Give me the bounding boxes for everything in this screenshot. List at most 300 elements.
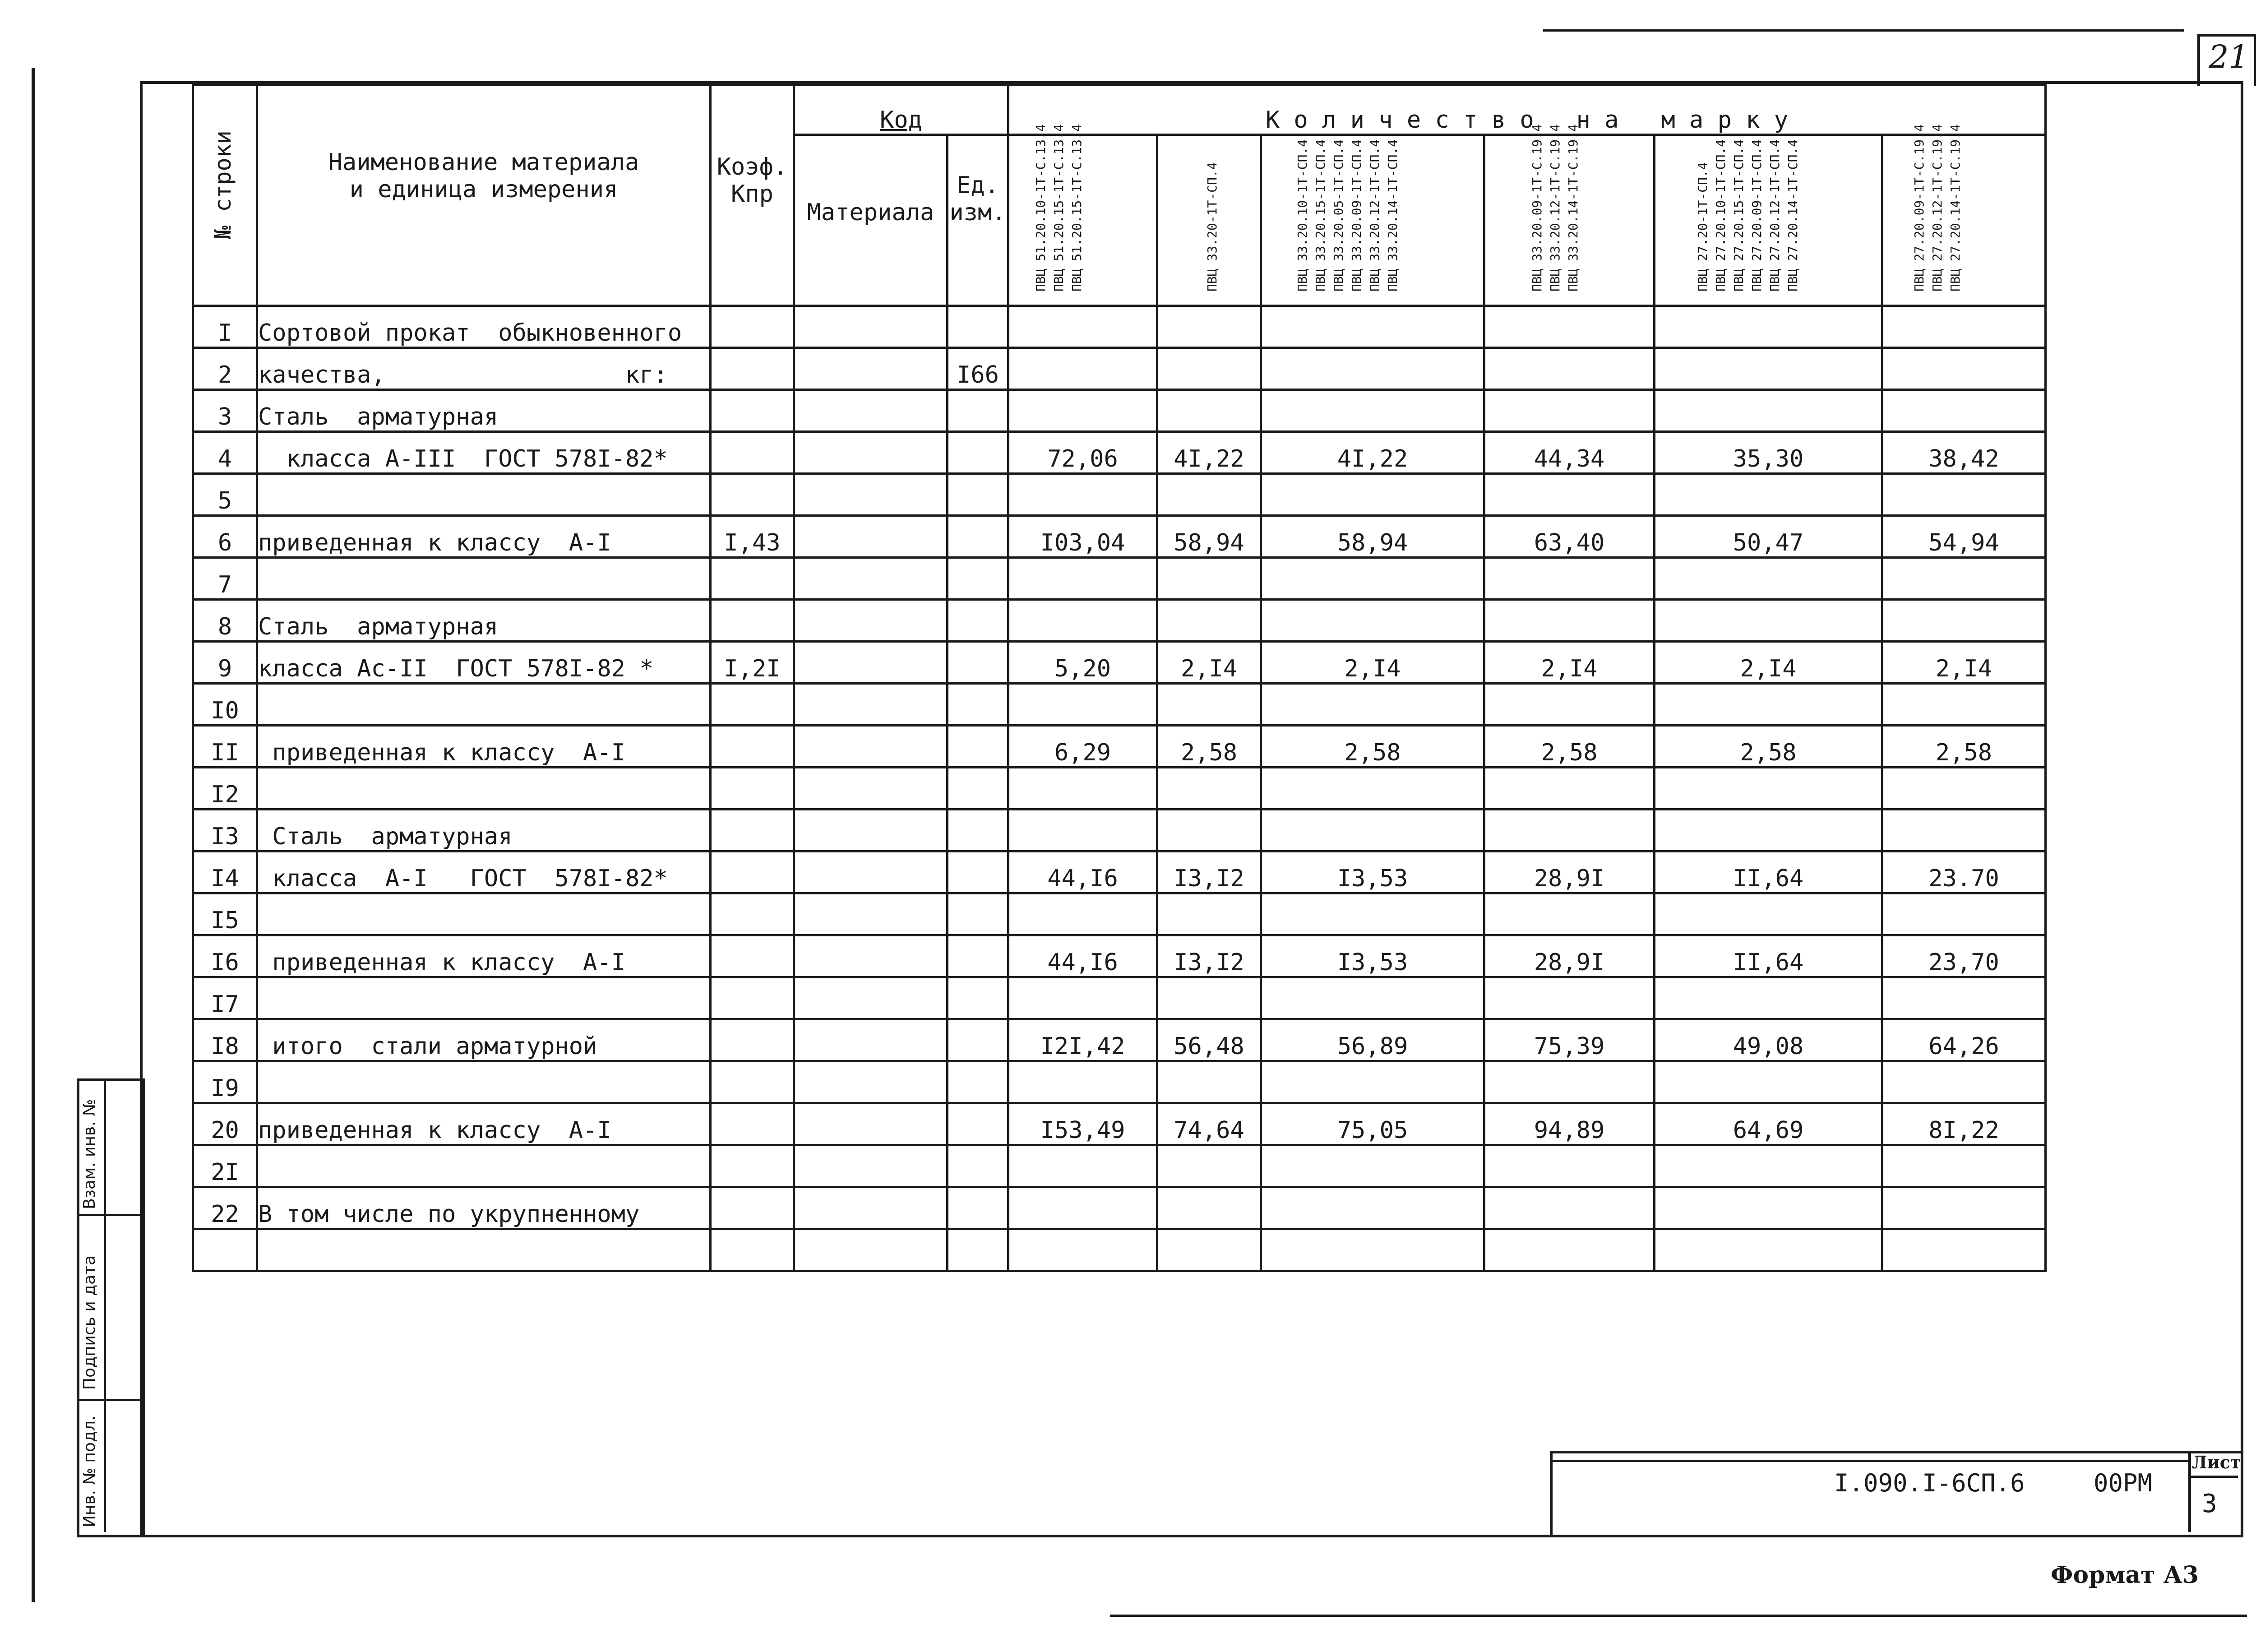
row-number: 9 [193,642,257,684]
mark-label: ПВЦ 33.20.12-1Т-С.19.4 [1548,124,1563,292]
row-number: 2 [193,348,257,390]
row-value [1157,474,1261,516]
row-unit [948,390,1008,432]
row-value [1261,977,1484,1019]
row-unit [948,600,1008,642]
row-name: Сталь арматурная [257,600,711,642]
row-value: 2,I4 [1655,642,1882,684]
row-unit [948,810,1008,851]
row-value: 50,47 [1655,516,1882,558]
materials-table [192,83,2047,1272]
row-name: В том числе по укрупненному [257,1187,711,1229]
row-unit [948,1229,1008,1271]
table-row [193,935,2046,977]
row-coef [711,348,794,390]
row-material [794,726,948,768]
row-value: 4I,22 [1261,432,1484,474]
row-value [1261,768,1484,810]
sheet-box-left [2188,1451,2191,1532]
format-label: Формат А3 [2051,1561,2199,1589]
row-value [1655,977,1882,1019]
row-value [1261,1187,1484,1229]
row-value [1655,1061,1882,1103]
hdr-code: Код [794,85,1008,135]
row-value [1261,558,1484,600]
mark-label: ПВЦ 33.20.14-1Т-С.19.4 [1566,124,1581,292]
row-value [1655,474,1882,516]
row-value [1655,306,1882,348]
row-value [1157,1061,1261,1103]
row-name [257,893,711,935]
row-value [1008,768,1157,810]
mark-label: ПВЦ 51.20.10-1Т-С.13.4 [1033,124,1048,292]
row-coef [711,306,794,348]
side-stamp-sep-2 [77,1399,140,1401]
row-value [1655,558,1882,600]
row-value: 5,20 [1008,642,1157,684]
row-number: 4 [193,432,257,474]
row-value: I3,53 [1261,851,1484,893]
table-row [193,810,2046,851]
row-name [257,1061,711,1103]
row-number: I6 [193,935,257,977]
row-value: I3,I2 [1157,851,1261,893]
row-value [1008,1187,1157,1229]
side-inv-label: Инв. № подл. [80,1415,99,1527]
row-value: 72,06 [1008,432,1157,474]
table-row [193,390,2046,432]
row-value: I3,I2 [1157,935,1261,977]
side-stamp-divider [104,1078,106,1532]
row-unit [948,893,1008,935]
row-coef [711,390,794,432]
row-value [1655,810,1882,851]
row-coef [711,893,794,935]
row-value [1261,1061,1484,1103]
row-unit [948,1019,1008,1061]
hdr-unit: Ед. изм. [948,135,1008,306]
mark-label: ПВЦ 33.20.09-1Т-С.19.4 [1530,124,1544,292]
row-coef [711,1103,794,1145]
row-material [794,1187,948,1229]
hdr-qty: К о л и ч е с т в о н а м а р к у [1008,85,2046,135]
row-name [257,474,711,516]
row-unit [948,935,1008,977]
row-coef [711,1229,794,1271]
row-name: приведенная к классу А-I [257,1103,711,1145]
row-value [1008,684,1157,726]
row-value: 2,I4 [1882,642,2046,684]
row-material [794,1145,948,1187]
hdr-name: Наименование материала и единица измерения [257,85,711,306]
row-value [1882,1187,2046,1229]
row-number: 7 [193,558,257,600]
row-value [1655,1229,1882,1271]
mark-label: ПВЦ 51.20.15-1Т-С.13.4 [1069,124,1084,292]
table-row [193,977,2046,1019]
row-value: 6,29 [1008,726,1157,768]
row-name: итого стали арматурной [257,1019,711,1061]
row-value: I3,53 [1261,935,1484,977]
row-value [1484,1145,1655,1187]
table-row [193,516,2046,558]
row-unit [948,642,1008,684]
row-material [794,810,948,851]
row-number: I [193,306,257,348]
row-value: 74,64 [1157,1103,1261,1145]
mark-label: ПВЦ 33.20.12-1Т-СП.4 [1367,139,1382,292]
row-value: 58,94 [1261,516,1484,558]
row-unit [948,768,1008,810]
table-row [193,348,2046,390]
row-value [1484,600,1655,642]
row-name: Сталь арматурная [257,810,711,851]
row-value: 38,42 [1882,432,2046,474]
row-value: 35,30 [1655,432,1882,474]
row-value [1008,474,1157,516]
row-value: 28,9I [1484,935,1655,977]
row-coef [711,558,794,600]
row-value: 64,69 [1655,1103,1882,1145]
row-unit [948,1103,1008,1145]
row-value [1484,1229,1655,1271]
table-row [193,768,2046,810]
table-row [193,1019,2046,1061]
row-value [1655,893,1882,935]
row-name: класса А-I ГОСТ 578I-82* [257,851,711,893]
row-unit [948,432,1008,474]
row-value: 2,58 [1157,726,1261,768]
row-material [794,1229,948,1271]
row-material [794,893,948,935]
row-value [1484,684,1655,726]
row-coef: I,2I [711,642,794,684]
mark-label: ПВЦ 33.20.15-1Т-СП.4 [1313,139,1328,292]
row-value [1261,684,1484,726]
side-vzam-label: Взам. инв. № [80,1099,99,1209]
mark-label: ПВЦ 27.20.14-1Т-С.19.4 [1948,124,1963,292]
row-value: 2,I4 [1157,642,1261,684]
row-value [1157,810,1261,851]
row-value: 58,94 [1157,516,1261,558]
row-material [794,348,948,390]
table-row [193,1061,2046,1103]
row-value [1008,390,1157,432]
row-material [794,935,948,977]
row-name [257,1145,711,1187]
page-edge-bottom [1110,1615,2247,1617]
row-value: 23,70 [1882,935,2046,977]
row-value [1008,1145,1157,1187]
mark-label: ПВЦ 33.20.05-1Т-СП.4 [1331,139,1346,292]
row-value [1008,810,1157,851]
row-number: I8 [193,1019,257,1061]
row-value [1484,768,1655,810]
row-value [1484,474,1655,516]
mark-label: ПВЦ 33.20-1Т-СП.4 [1205,162,1220,292]
row-coef [711,474,794,516]
sheet-label: Лист [2192,1452,2241,1472]
row-number: I7 [193,977,257,1019]
row-number: II [193,726,257,768]
row-name: Сортовой прокат обыкновенного [257,306,711,348]
row-material [794,1019,948,1061]
page-number: 21 [2209,38,2249,75]
row-value [1008,1229,1157,1271]
row-number [193,1229,257,1271]
row-value [1484,893,1655,935]
row-value [1655,390,1882,432]
row-material [794,474,948,516]
row-coef [711,768,794,810]
row-value: I03,04 [1008,516,1157,558]
row-number: I0 [193,684,257,726]
mark-label: ПВЦ 27.20.12-1Т-СП.4 [1767,139,1782,292]
row-value: I53,49 [1008,1103,1157,1145]
row-value [1008,558,1157,600]
row-value [1484,390,1655,432]
hdr-coef: Коэф. Кпр [711,85,794,306]
row-material [794,558,948,600]
row-name [257,684,711,726]
hdr-mark-3 [1261,135,1484,306]
row-value: 23.70 [1882,851,2046,893]
mark-label: ПВЦ 27.20.10-1Т-СП.4 [1713,139,1728,292]
row-value [1157,1229,1261,1271]
row-name: Сталь арматурная [257,390,711,432]
row-value [1157,768,1261,810]
row-value: II,64 [1655,935,1882,977]
row-value [1484,810,1655,851]
row-name [257,977,711,1019]
row-number: I2 [193,768,257,810]
row-value [1157,306,1261,348]
row-value [1484,348,1655,390]
row-value [1882,810,2046,851]
page-edge-left [32,68,35,1602]
table-row [193,432,2046,474]
row-material [794,390,948,432]
hdr-mark-4 [1484,124,1655,306]
row-material [794,516,948,558]
row-value [1008,893,1157,935]
row-value: 4I,22 [1157,432,1261,474]
mark-label: ПВЦ 33.20.10-1Т-СП.4 [1295,139,1310,292]
row-number: I5 [193,893,257,935]
row-unit: I66 [948,348,1008,390]
row-value [1157,558,1261,600]
row-value [1655,1187,1882,1229]
row-number: 20 [193,1103,257,1145]
hdr-mark-1 [1008,124,1157,306]
row-value [1008,600,1157,642]
row-value: 2,I4 [1484,642,1655,684]
row-value [1484,306,1655,348]
row-value: II,64 [1655,851,1882,893]
row-coef [711,1145,794,1187]
row-value [1655,768,1882,810]
row-name: приведенная к классу А-I [257,726,711,768]
table-row [193,1187,2046,1229]
table-row [193,684,2046,726]
table-row [193,851,2046,893]
mark-label: ПВЦ 27.20.14-1Т-СП.4 [1785,139,1800,292]
row-material [794,1061,948,1103]
row-value [1008,1061,1157,1103]
page-edge-top [1543,29,2184,32]
row-value [1261,1145,1484,1187]
row-unit [948,851,1008,893]
hdr-row-no: № строки [193,85,257,306]
row-value [1157,390,1261,432]
row-value: 56,48 [1157,1019,1261,1061]
row-name [257,558,711,600]
mark-label: ПВЦ 51.20.15-1Т-С.13.4 [1051,124,1066,292]
row-value: 2,58 [1882,726,2046,768]
row-value: 75,05 [1261,1103,1484,1145]
row-value: 28,9I [1484,851,1655,893]
doc-code: I.090.I-6СП.6 [1834,1469,2025,1497]
mark-label: ПВЦ 33.20.14-1Т-СП.4 [1385,139,1400,292]
row-value: 54,94 [1882,516,2046,558]
row-unit [948,306,1008,348]
table-row [193,1145,2046,1187]
row-number: 8 [193,600,257,642]
row-value: 2,58 [1261,726,1484,768]
hdr-mark-2 [1157,135,1261,306]
row-value [1882,348,2046,390]
row-name: приведенная к классу А-I [257,516,711,558]
table-row [193,1103,2046,1145]
row-coef [711,684,794,726]
table-row [193,558,2046,600]
row-value [1157,600,1261,642]
hdr-material: Материала [794,135,948,306]
row-value [1261,390,1484,432]
row-value [1484,977,1655,1019]
row-name: класса А-III ГОСТ 578I-82* [257,432,711,474]
row-value [1261,893,1484,935]
row-value [1882,1061,2046,1103]
row-value [1157,977,1261,1019]
table-row [193,893,2046,935]
row-unit [948,1187,1008,1229]
row-coef [711,851,794,893]
row-value [1655,684,1882,726]
row-value [1882,893,2046,935]
row-value [1484,558,1655,600]
row-number: 5 [193,474,257,516]
row-value [1882,684,2046,726]
row-value [1261,474,1484,516]
table-row [193,600,2046,642]
row-unit [948,726,1008,768]
row-value [1655,1145,1882,1187]
mark-label: ПВЦ 33.20.09-1Т-СП.4 [1349,139,1364,292]
row-value [1882,977,2046,1019]
row-name: приведенная к классу А-I [257,935,711,977]
row-value [1157,1145,1261,1187]
row-value: 44,I6 [1008,935,1157,977]
row-value [1157,893,1261,935]
row-value: 8I,22 [1882,1103,2046,1145]
row-number: I3 [193,810,257,851]
row-name: качества, кг: [257,348,711,390]
row-coef [711,432,794,474]
row-coef [711,935,794,977]
row-unit [948,1145,1008,1187]
row-material [794,768,948,810]
row-value [1484,1061,1655,1103]
table-row [193,1229,2046,1271]
row-unit [948,474,1008,516]
row-value [1261,810,1484,851]
row-value [1261,600,1484,642]
row-unit [948,516,1008,558]
row-number: I9 [193,1061,257,1103]
title-stamp-divider [1550,1460,2191,1462]
row-number: I4 [193,851,257,893]
row-value [1008,306,1157,348]
row-name [257,1229,711,1271]
mark-label: ПВЦ 27.20.09-1Т-С.19.4 [1912,124,1927,292]
row-material [794,306,948,348]
row-value [1882,1145,2046,1187]
row-unit [948,1061,1008,1103]
row-value: 94,89 [1484,1103,1655,1145]
row-value [1261,1229,1484,1271]
table-row [193,642,2046,684]
row-material [794,851,948,893]
row-value [1882,600,2046,642]
row-coef [711,726,794,768]
row-value: 63,40 [1484,516,1655,558]
row-value [1261,306,1484,348]
row-value: 2,58 [1655,726,1882,768]
row-value [1157,1187,1261,1229]
row-material [794,600,948,642]
row-value: 75,39 [1484,1019,1655,1061]
row-value [1008,977,1157,1019]
row-value [1882,768,2046,810]
row-material [794,642,948,684]
mark-label: ПВЦ 27.20.09-1Т-СП.4 [1749,139,1764,292]
row-value [1882,306,2046,348]
row-value [1157,348,1261,390]
row-material [794,1103,948,1145]
mark-label: ПВЦ 27.20.15-1Т-СП.4 [1731,139,1746,292]
row-unit [948,977,1008,1019]
doc-suffix: 00РМ [2094,1469,2153,1497]
row-coef: I,43 [711,516,794,558]
row-coef [711,1019,794,1061]
row-value: 44,I6 [1008,851,1157,893]
row-value [1882,1229,2046,1271]
hdr-mark-5 [1655,135,1882,306]
row-number: 3 [193,390,257,432]
row-name: класса Ас-II ГОСТ 578I-82 * [257,642,711,684]
row-value [1484,1187,1655,1229]
row-number: 6 [193,516,257,558]
row-coef [711,1061,794,1103]
row-value [1261,348,1484,390]
row-number: 22 [193,1187,257,1229]
table-row [193,306,2046,348]
row-value [1882,558,2046,600]
row-number: 2I [193,1145,257,1187]
row-value [1655,600,1882,642]
mark-label: ПВЦ 27.20-1Т-СП.4 [1695,162,1710,292]
